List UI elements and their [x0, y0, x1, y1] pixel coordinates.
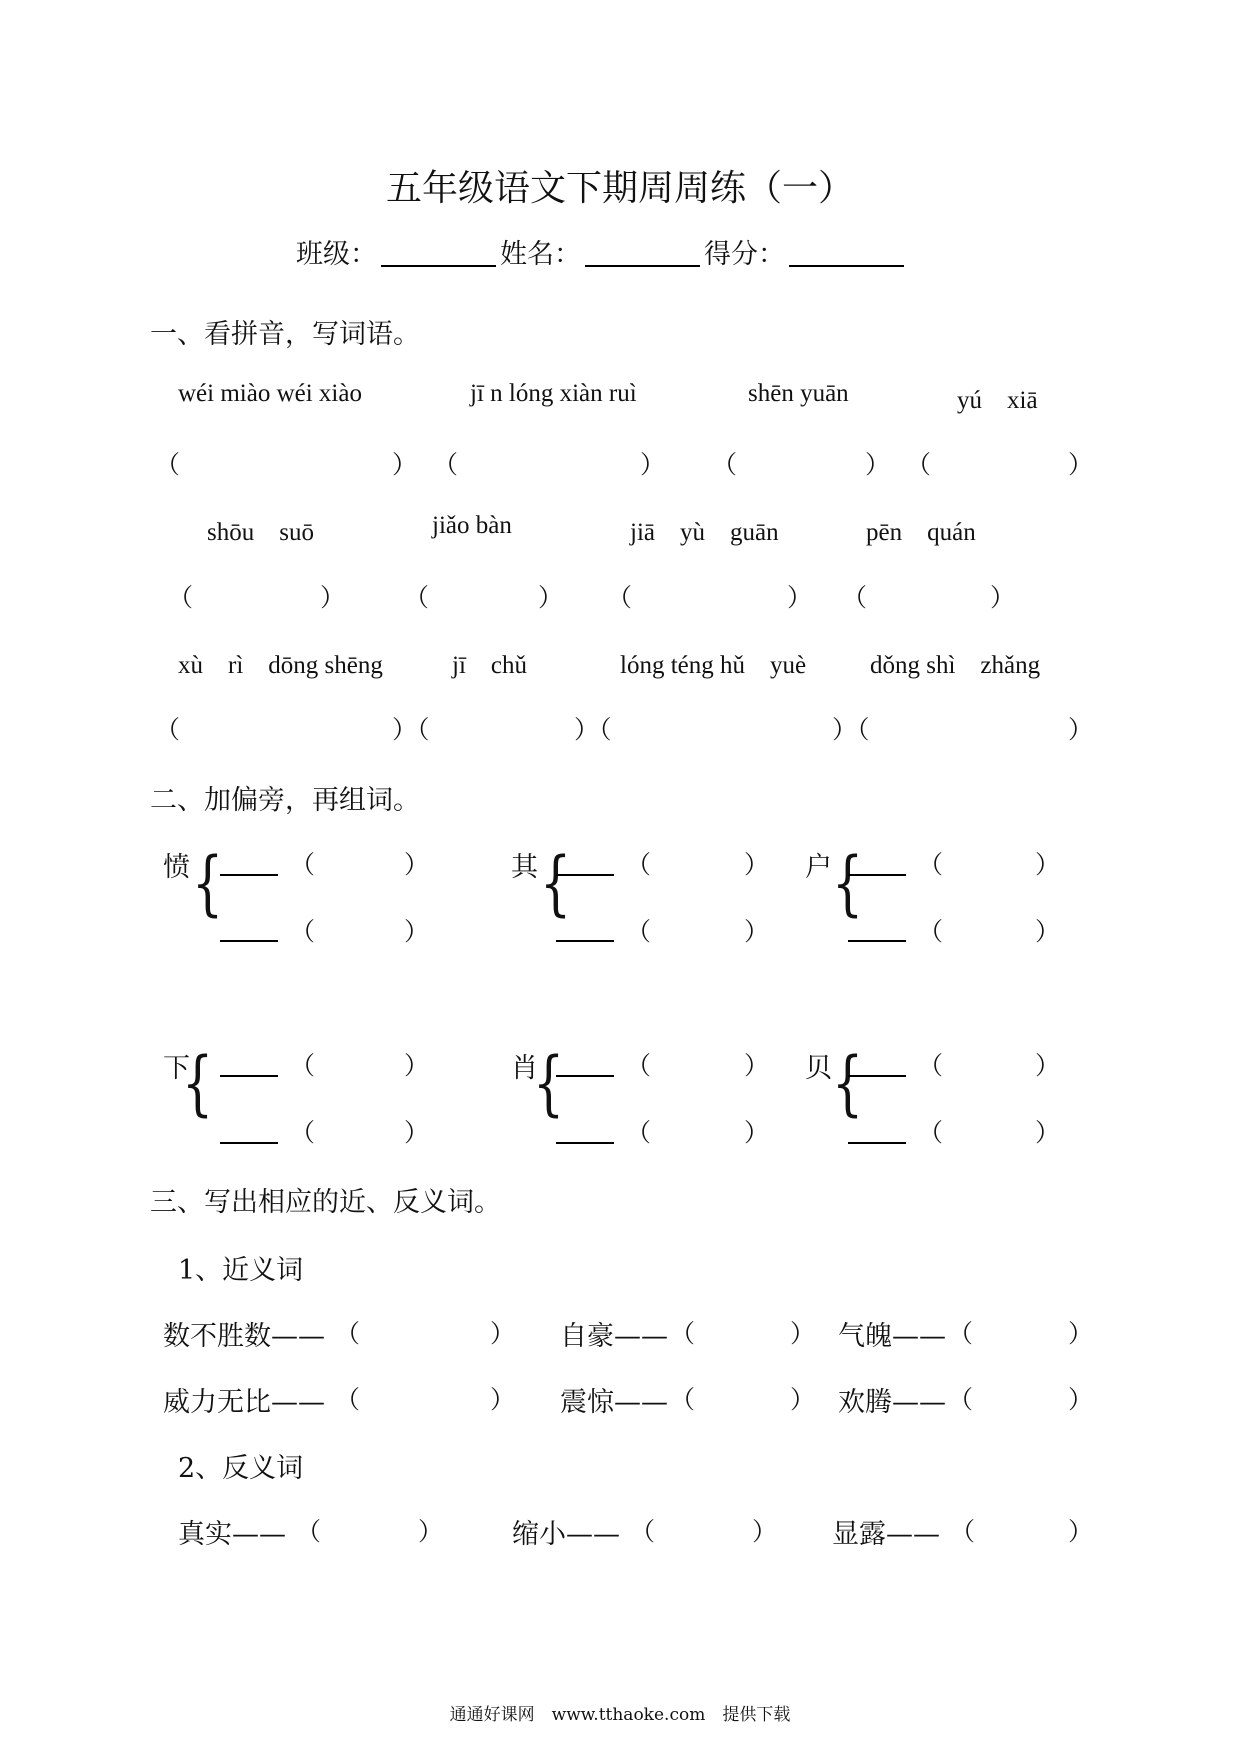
paren-open: （ — [290, 917, 316, 946]
radical-blank[interactable] — [220, 1142, 278, 1144]
radical-char: 肖 — [511, 1053, 538, 1084]
paren-close-open: ）（ — [574, 715, 612, 744]
paren-close: ） — [1068, 450, 1094, 479]
brace-icon: { — [832, 842, 864, 924]
paren-close: ） — [1035, 1118, 1061, 1147]
paren-open: （ — [155, 715, 181, 744]
radical-blank[interactable] — [220, 1075, 278, 1077]
radical-char: 户 — [805, 852, 832, 883]
score-blank[interactable] — [789, 239, 904, 267]
paren-open: （ — [626, 1118, 652, 1147]
paren-close-open: ）（ — [832, 715, 870, 744]
paren-open: （ — [168, 583, 194, 612]
radical-char: 下 — [163, 1053, 190, 1084]
radical-blank[interactable] — [848, 874, 906, 876]
pinyin-2-4: pēn quán — [866, 519, 976, 546]
paren-open: （ — [607, 583, 633, 612]
paren-close: ） — [404, 850, 430, 879]
pinyin-1-4: yú xiā — [957, 387, 1038, 414]
paren-close: ） — [640, 450, 666, 479]
paren-open: （ — [950, 1517, 976, 1546]
paren-open: （ — [626, 1051, 652, 1080]
paren-close: ） — [1035, 850, 1061, 879]
pinyin-2-3: jiā yù guān — [630, 519, 779, 546]
antonyms-label: 2、反义词 — [178, 1453, 304, 1484]
synonym-word: 自豪—— — [560, 1321, 668, 1352]
paren-close: ） — [1035, 1051, 1061, 1080]
antonym-word: 显露—— — [832, 1519, 940, 1550]
brace-icon: { — [182, 1042, 214, 1124]
synonym-word: 气魄—— — [838, 1321, 946, 1352]
paren-open: （ — [290, 1118, 316, 1147]
section-2-heading: 二、加偏旁，再组词。 — [150, 785, 420, 816]
paren-open: （ — [626, 917, 652, 946]
radical-blank[interactable] — [556, 874, 614, 876]
brace-icon: { — [533, 1042, 565, 1124]
paren-open: （ — [155, 450, 181, 479]
radical-char: 愤 — [163, 852, 190, 883]
pinyin-2-1: shōu suō — [207, 519, 314, 546]
paren-open: （ — [918, 1118, 944, 1147]
score-label: 得分： — [704, 239, 785, 270]
footer-note: 通通好课网 www.tthaoke.com 提供下载 — [449, 1705, 791, 1725]
paren-close: ） — [1068, 1385, 1094, 1414]
paren-close: ） — [865, 450, 891, 479]
section-1-heading: 一、看拼音，写词语。 — [150, 319, 420, 350]
radical-char: 贝 — [805, 1053, 832, 1084]
paren-open: （ — [670, 1319, 696, 1348]
paren-close: ） — [418, 1517, 444, 1546]
pinyin-2-2: jiǎo bàn — [432, 512, 512, 539]
synonym-word: 欢腾—— — [838, 1387, 946, 1418]
radical-blank[interactable] — [848, 1142, 906, 1144]
paren-close: ） — [1068, 1319, 1094, 1348]
radical-blank[interactable] — [848, 1075, 906, 1077]
radical-blank[interactable] — [556, 1142, 614, 1144]
paren-open: （ — [290, 850, 316, 879]
paren-open: （ — [630, 1517, 656, 1546]
synonym-word: 数不胜数—— — [163, 1321, 325, 1352]
paren-close: ） — [1068, 1517, 1094, 1546]
synonym-word: 威力无比—— — [163, 1387, 325, 1418]
paren-close: ） — [990, 583, 1016, 612]
paren-open: （ — [433, 450, 459, 479]
brace-icon: { — [540, 842, 572, 924]
paren-open: （ — [712, 450, 738, 479]
paren-open: （ — [626, 850, 652, 879]
paren-open: （ — [918, 1051, 944, 1080]
paren-close: ） — [392, 450, 418, 479]
class-blank[interactable] — [381, 239, 496, 267]
paren-close: ） — [404, 917, 430, 946]
paren-close: ） — [744, 1051, 770, 1080]
paren-open: （ — [948, 1385, 974, 1414]
paren-close: ） — [744, 1118, 770, 1147]
radical-char: 其 — [511, 852, 538, 883]
name-blank[interactable] — [585, 239, 700, 267]
paren-close: ） — [538, 583, 564, 612]
pinyin-1-2: jī n lóng xiàn ruì — [470, 380, 637, 407]
paren-open: （ — [404, 583, 430, 612]
student-info — [296, 232, 908, 271]
paren-open: （ — [290, 1051, 316, 1080]
synonym-word: 震惊—— — [560, 1387, 668, 1418]
paren-close: ） — [490, 1385, 516, 1414]
page-title: 五年级语文下期周周练（一） — [385, 168, 854, 209]
paren-open: （ — [670, 1385, 696, 1414]
paren-close-open: ）（ — [392, 715, 430, 744]
paren-open: （ — [842, 583, 868, 612]
brace-icon: { — [832, 1042, 864, 1124]
paren-close: ） — [1035, 917, 1061, 946]
radical-blank[interactable] — [220, 940, 278, 942]
paren-close: ） — [490, 1319, 516, 1348]
name-label: 姓名： — [500, 239, 581, 270]
paren-close: ） — [1068, 715, 1094, 744]
paren-open: （ — [948, 1319, 974, 1348]
paren-close: ） — [787, 583, 813, 612]
paren-open: （ — [335, 1319, 361, 1348]
pinyin-1-3: shēn yuān — [748, 380, 849, 407]
brace-icon: { — [192, 842, 224, 924]
radical-blank[interactable] — [556, 1075, 614, 1077]
pinyin-3-2: jī chǔ — [452, 652, 527, 679]
paren-close: ） — [744, 917, 770, 946]
pinyin-3-1: xù rì dōng shēng — [178, 652, 383, 679]
radical-blank[interactable] — [556, 940, 614, 942]
paren-open: （ — [918, 917, 944, 946]
paren-close: ） — [404, 1051, 430, 1080]
paren-close: ） — [404, 1118, 430, 1147]
pinyin-3-4: dǒng shì zhǎng — [870, 652, 1041, 679]
paren-close: ） — [744, 850, 770, 879]
paren-close: ） — [752, 1517, 778, 1546]
antonym-word: 缩小—— — [512, 1519, 620, 1550]
pinyin-3-3: lóng téng hǔ yuè — [620, 652, 807, 679]
paren-open: （ — [918, 850, 944, 879]
class-label: 班级： — [296, 239, 377, 270]
paren-close: ） — [320, 583, 346, 612]
section-3-heading: 三、写出相应的近、反义词。 — [150, 1187, 501, 1218]
radical-blank[interactable] — [220, 874, 278, 876]
paren-close: ） — [790, 1385, 816, 1414]
paren-open: （ — [335, 1385, 361, 1414]
paren-close: ） — [790, 1319, 816, 1348]
pinyin-1-1: wéi miào wéi xiào — [178, 380, 362, 407]
synonyms-label: 1、近义词 — [178, 1255, 304, 1286]
antonym-word: 真实—— — [178, 1519, 286, 1550]
radical-blank[interactable] — [848, 940, 906, 942]
paren-open: （ — [906, 450, 932, 479]
paren-open: （ — [296, 1517, 322, 1546]
